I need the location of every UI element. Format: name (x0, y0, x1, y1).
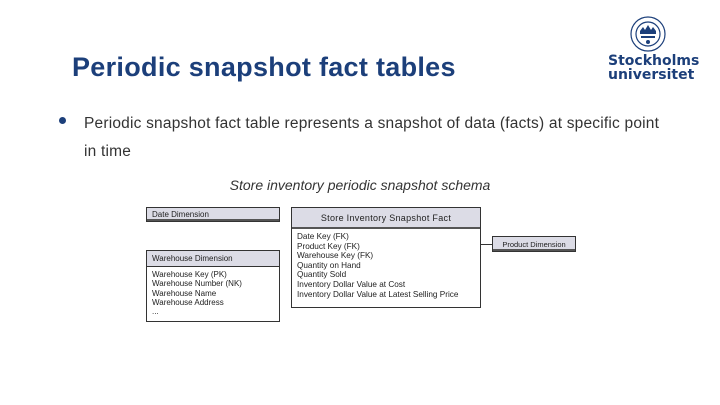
fact-to-product-connector (481, 244, 492, 245)
warehouse-row: Warehouse Key (PK) (152, 270, 227, 279)
fact-row: Inventory Dollar Value at Cost (297, 279, 406, 289)
date-dimension-box (146, 207, 280, 222)
fact-row: Inventory Dollar Value at Latest Selling Price (297, 289, 459, 299)
bullet-icon (59, 117, 66, 124)
product-dimension-title: Product Dimension (493, 237, 575, 251)
logo-line-2: universitet (608, 67, 695, 83)
crown-seal-icon (628, 14, 668, 54)
fact-table-box (291, 207, 481, 308)
schema-title: Store inventory periodic snapshot schema (229, 177, 491, 193)
logo-wordmark (608, 53, 700, 83)
fact-row: Warehouse Key (FK) (297, 251, 374, 261)
fact-row: Quantity Sold (297, 270, 347, 280)
warehouse-row: ... (152, 307, 159, 317)
warehouse-row: Warehouse Address (152, 297, 224, 307)
fact-table-rows (292, 229, 480, 302)
university-logo (608, 14, 700, 86)
logo-line-1: Stockholms (608, 53, 700, 69)
date-dimension-title: Date Dimension (147, 208, 279, 221)
fact-row: Quantity on Hand (297, 260, 361, 270)
warehouse-row: Warehouse Name (152, 288, 217, 298)
fact-row: Product Key (FK) (297, 241, 360, 251)
warehouse-dimension-box (146, 250, 280, 322)
fact-row: Date Key (FK) (297, 232, 349, 241)
fact-table-title: Store Inventory Snapshot Fact (292, 208, 480, 229)
product-dimension-box (492, 236, 576, 252)
slide-title: Periodic snapshot fact tables (72, 52, 456, 82)
warehouse-dimension-rows (147, 267, 279, 319)
warehouse-dimension-title: Warehouse Dimension (147, 251, 279, 267)
warehouse-row: Warehouse Number (NK) (152, 279, 242, 289)
bullet-text: Periodic snapshot fact table represents a snapshot of data (facts) at specific point in time (84, 115, 660, 160)
